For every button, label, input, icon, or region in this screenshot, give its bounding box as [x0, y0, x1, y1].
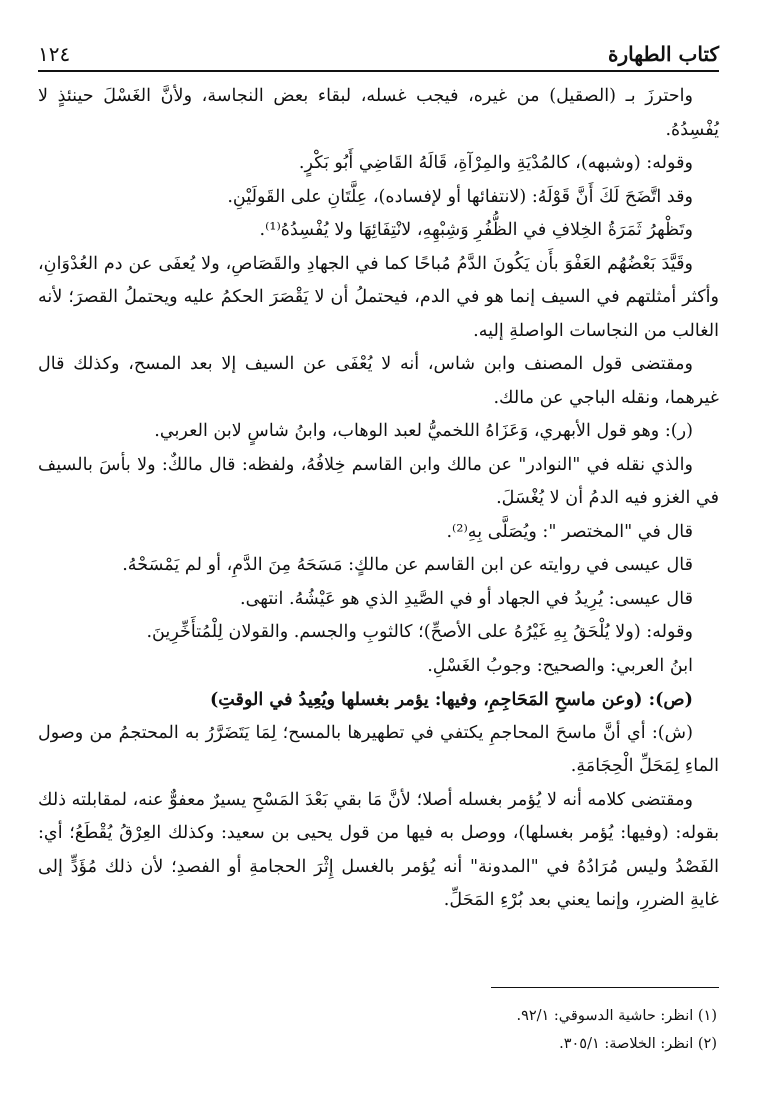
paragraph: قال عيسى: يُرِيدُ في الجهاد أو في الصَّيدِ الذي هو عَيْشُهُ. انتهى.: [239, 588, 693, 609]
main-text: [38, 80, 719, 918]
paragraph: ومقتضى قول المصنف وابن شاس، أنه لا يُعْفَى عن السيف إلا بعد المسح، وكذلك قال غيرهما، ونقله الباجي عن مالك.: [38, 354, 719, 408]
paragraph: وتَظْهرُ ثَمَرَةُ الخِلافِ في الظُّفُرِ وَشِبْهِهِ، لانْتِفَائِهَا ولا يُفْسِدُهُ⁽¹⁾.: [259, 220, 693, 240]
paragraph: (ر): وهو قول الأبهري، وَعَزَاهُ اللخميُّ لعبد الوهاب، وابنُ شاسٍ لابن العربي.: [154, 421, 693, 441]
matn-paragraph: (ص): (وعن ماسحِ المَحَاجِمِ، وفيها: يؤمر بغسلها ويُعِيدُ في الوقتِ): [209, 689, 693, 710]
page-number: ١٢٤: [38, 42, 71, 66]
footnote-separator: [491, 987, 719, 988]
paragraph: قال في "المختصر ": ويُصَلَّى بِهِ⁽²⁾.: [446, 521, 693, 542]
paragraph: وقَيَّدَ بَعْضُهُم العَفْوَ بأَن يَكُونَ الدَّمُ مُباحًا كما في الجهادِ والقَصَاصِ، ولا يُعفَى عن دم العُدْوَانِ، وأكثر أمثلتهم في السيف إنما هو في الدم، فيحتملُ أن لا يَقْصَرَ الحكمُ عليه ويحتملُ القصرَ؛ لأنه الغالب من النجاسات الواصلةِ إليه.: [38, 253, 719, 341]
paragraph: وقوله: (وشبهه)، كالمُدْيَةِ والمِرْآةِ، قَالَهُ القَاضِي أَبُو بَكْرٍ.: [298, 153, 693, 173]
paragraph: قال عيسى في روايته عن ابن القاسم عن مالكٍ: مَسَحَهُ مِنَ الدَّمِ، أو لم يَمْسَحْهُ.: [122, 555, 693, 575]
chapter-title: كتاب الطهارة: [608, 42, 719, 66]
footnotes: [38, 1002, 719, 1058]
footnote: (٢) انظر: الخلاصة: ٣٠٥/١.: [559, 1036, 717, 1052]
paragraph: واحترزَ بـ (الصقيل) من غيره، فيجب غسله، لبقاء بعض النجاسة، ولأنَّ الغَسْلَ حينئذٍ لا يُفْسِدُهُ.: [38, 86, 719, 140]
paragraph: ومقتضى كلامه أنه لا يُؤمر بغسله أصلا؛ لأنَّ مَا بقي بَعْدَ المَسْحِ يسيرٌ معفوٌّ عنه، لمقابلته ذلك بقوله: (وفيها: يُؤمر بغسلها)، ووصل به فيها من قول يحيى بن سعيد: وكذلك العِرْقُ يُقْطَعُ؛ أي: الفَصْدُ وليس مُرَادُهُ في "المدونة" أنه يُؤمر بالغسل إِثْرَ الحجامةِ أو الفصدِ؛ لأن ذلك مُؤَدٍّ إلى غايةِ الضررِ، وإنما يعني بعد بُرْءِ المَحَلِّ.: [38, 789, 719, 910]
paragraph: وقد اتَّضَحَ لَكَ أَنَّ قَوْلَهُ: (لانتفائها أو لإفساده)، عِلَّتَانِ على القَولَيْنِ.: [227, 186, 693, 207]
footnote: (١) انظر: حاشية الدسوقي: ٩٢/١.: [516, 1008, 717, 1024]
running-header: [38, 38, 719, 72]
sharh-paragraph: (ش): أي أنَّ ماسحَ المحاجمِ يكتفي في تطهيرها بالمسح؛ لِمَا يَتَضَرَّرُ به المحتجمُ من وصول الماءِ لِمَحَلِّ الْحِجَامَةِ.: [38, 722, 719, 776]
paragraph: وقوله: (ولا يُلْحَقُ بِهِ غَيْرُهُ على الأصحِّ)؛ كالثوبِ والجسم. والقولان لِلْمُتأَخِّرِينَ.: [146, 622, 693, 642]
paragraph: والذي نقله في "النوادر" عن مالك وابن القاسم خِلافُهُ، ولفظه: قال مالكٌ: ولا بأسَ بالسيف في الغزو فيه الدمُ أن لا يُغْسَلَ.: [38, 454, 719, 508]
paragraph: ابنُ العربي: والصحيح: وجوبُ الغَسْلِ.: [427, 655, 693, 676]
